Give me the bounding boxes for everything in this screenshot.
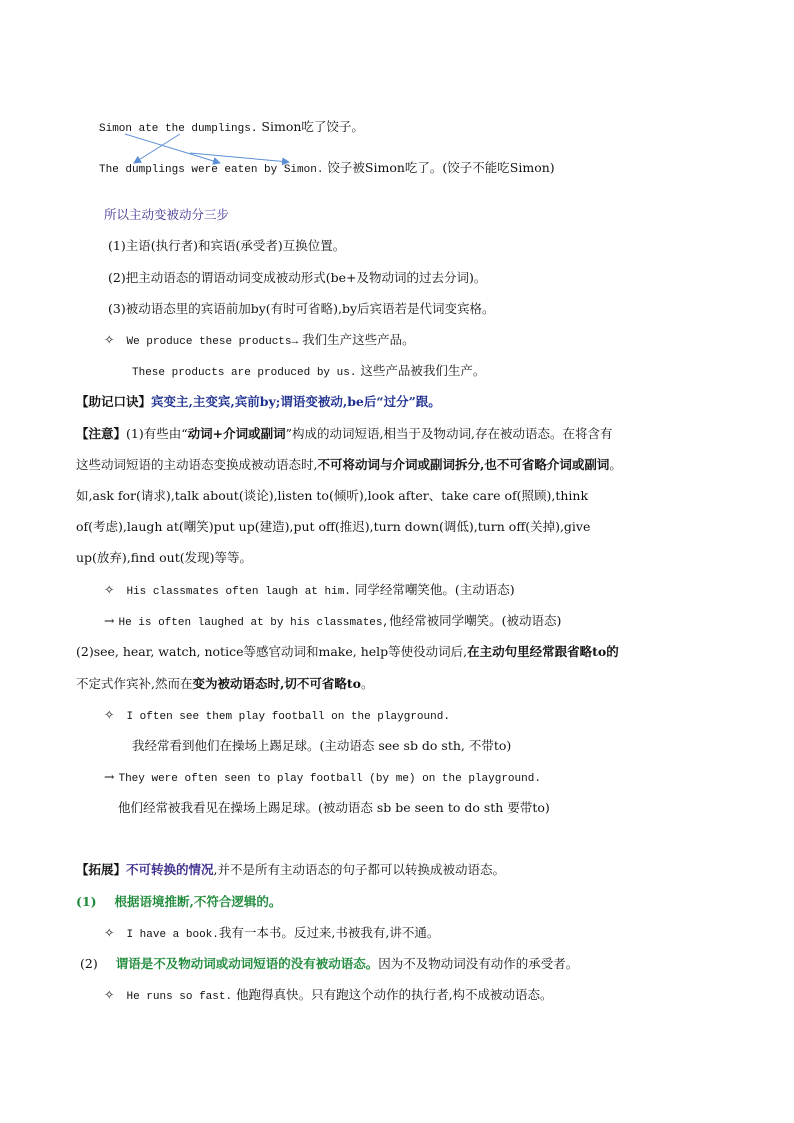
example-3-chinese: 我经常看到他们在操场上踢足球。(主动语态 see sb do sth, 不带to): [132, 738, 512, 753]
example-2-passive-english: He is often laughed at by his classmates,: [118, 617, 390, 629]
bullet-icon: ✧: [104, 707, 115, 722]
note-1-emphasis: 动词+介词或副词: [187, 426, 286, 441]
example-2-passive: [104, 613, 561, 631]
note-2-emphasis: 在主动句里经常跟省略to的: [467, 644, 619, 659]
bullet-icon: ✧: [104, 582, 115, 597]
by-arrow: [190, 153, 289, 162]
diagram-active-english: Simon ate the dumplings.: [99, 123, 258, 135]
note-2-line-2: [76, 676, 373, 692]
note-2-line-2-emphasis: 变为被动语态时,切不可省略to: [192, 676, 361, 691]
mnemonic: [76, 394, 441, 410]
case-2: [80, 956, 578, 972]
mnemonic-tag: 【助记口诀】: [76, 394, 152, 409]
case-1-number: (1): [76, 894, 97, 909]
bullet-icon: ✧: [104, 987, 115, 1002]
note-tag: 【注意】: [76, 426, 127, 441]
right-arrow-icon: →: [104, 613, 115, 628]
note-1-line-2-emphasis: 不可将动词与介词或副词拆分,也不可省略介词或副词: [317, 457, 610, 472]
note-1-text-a: (1)有些由“: [126, 426, 188, 441]
case-2-chinese: 他跑得真快。只有跑这个动作的执行者,构不成被动语态。: [232, 987, 553, 1002]
diagram-active-chinese: Simon吃了饺子。: [261, 119, 364, 134]
step-2: (2)把主动语态的谓语动词变成被动形式(be+及物动词的过去分词)。: [108, 270, 487, 285]
example-3: [104, 707, 450, 725]
case-2-rest: 因为不及物动词没有动作的承受者。: [378, 956, 579, 971]
note-1-line-3: 如,ask for(请求),talk about(谈论),listen to(倾听),look after、take care of(照顾),think: [76, 488, 589, 503]
example-2-chinese: 同学经常嘲笑他。(主动语态): [350, 582, 515, 597]
steps-intro: 所以主动变被动分三步: [104, 207, 230, 222]
extension-title: 不可转换的情况: [126, 862, 214, 877]
note-1-line-1: [76, 426, 612, 442]
example-3-passive: [104, 769, 541, 787]
example-1-passive: [132, 363, 485, 381]
note-2-text-a: (2)see, hear, watch, notice等感官动词和make, help等使役动词后,: [76, 644, 468, 659]
note-1-line-2c: 。: [609, 457, 622, 472]
example-2: [104, 582, 515, 600]
note-1-line-4: of(考虑),laugh at(嘲笑)put up(建造),put off(推迟),turn down(调低),turn off(关掉),give: [76, 519, 591, 534]
extension: [76, 862, 505, 878]
step-3: (3)被动语态里的宾语前加by(有时可省略),by后宾语若是代词变宾格。: [108, 301, 495, 316]
swap-arrows: [0, 0, 794, 200]
example-3-passive-english: They were often seen to play football (by me) on the playground.: [118, 773, 541, 785]
example-2-english: His classmates often laugh at him.: [126, 586, 351, 598]
case-2-english: He runs so fast.: [126, 991, 233, 1003]
note-2-line-2a: 不定式作宾补,然而在: [76, 676, 193, 691]
extension-text: ,并不是所有主动语态的句子都可以转换成被动语态。: [213, 862, 506, 877]
note-1-text-c: ”构成的动词短语,相当于及物动词,存在被动语态。在将含有: [285, 426, 613, 441]
example-1-english: We produce these products→: [126, 336, 299, 348]
example-3-passive-chinese: 他们经常被我看见在操场上踢足球。(被动语态 sb be seen to do sth 要带to): [118, 800, 550, 815]
case-2-title: 谓语是不及物动词或动词短语的没有被动语态。: [115, 956, 379, 971]
example-1-passive-english: These products are produced by us.: [132, 367, 357, 379]
note-1-line-5: up(放弃),find out(发现)等等。: [76, 550, 252, 565]
case-1-english: I have a book.: [126, 929, 219, 941]
bullet-icon: ✧: [104, 925, 115, 940]
diagram-passive-english: The dumplings were eaten by Simon.: [99, 164, 324, 176]
note-2-line-2c: 。: [360, 676, 374, 691]
extension-tag: 【拓展】: [76, 862, 127, 877]
example-2-passive-chinese: 他经常被同学嘲笑。(被动语态): [389, 613, 562, 628]
example-3-english: I often see them play football on the playground.: [126, 711, 450, 723]
right-arrow-icon: →: [104, 769, 115, 784]
mnemonic-text: 宾变主,主变宾,宾前by;谓语变被动,be后“过分”跟。: [151, 394, 441, 409]
case-1-chinese: 我有一本书。反过来,书被我有,讲不通。: [218, 925, 440, 940]
case-1: [76, 894, 281, 910]
example-1: [104, 332, 415, 350]
example-1-chinese: 我们生产这些产品。: [298, 332, 415, 347]
note-1-line-2: [76, 457, 622, 473]
case-1-example: [104, 925, 439, 943]
diagram-passive-chinese: 饺子被Simon吃了。(饺子不能吃Simon): [323, 160, 555, 175]
case-2-number: (2): [80, 956, 98, 971]
case-1-title: 根据语境推断,不符合逻辑的。: [114, 894, 282, 909]
note-2-line-1: [76, 644, 619, 660]
example-1-passive-chinese: 这些产品被我们生产。: [356, 363, 486, 378]
note-1-line-2a: 这些动词短语的主动语态变换成被动语态时,: [76, 457, 318, 472]
case-2-example: [104, 987, 553, 1005]
bullet-icon: ✧: [104, 332, 115, 347]
step-1: (1)主语(执行者)和宾语(承受者)互换位置。: [108, 238, 346, 253]
